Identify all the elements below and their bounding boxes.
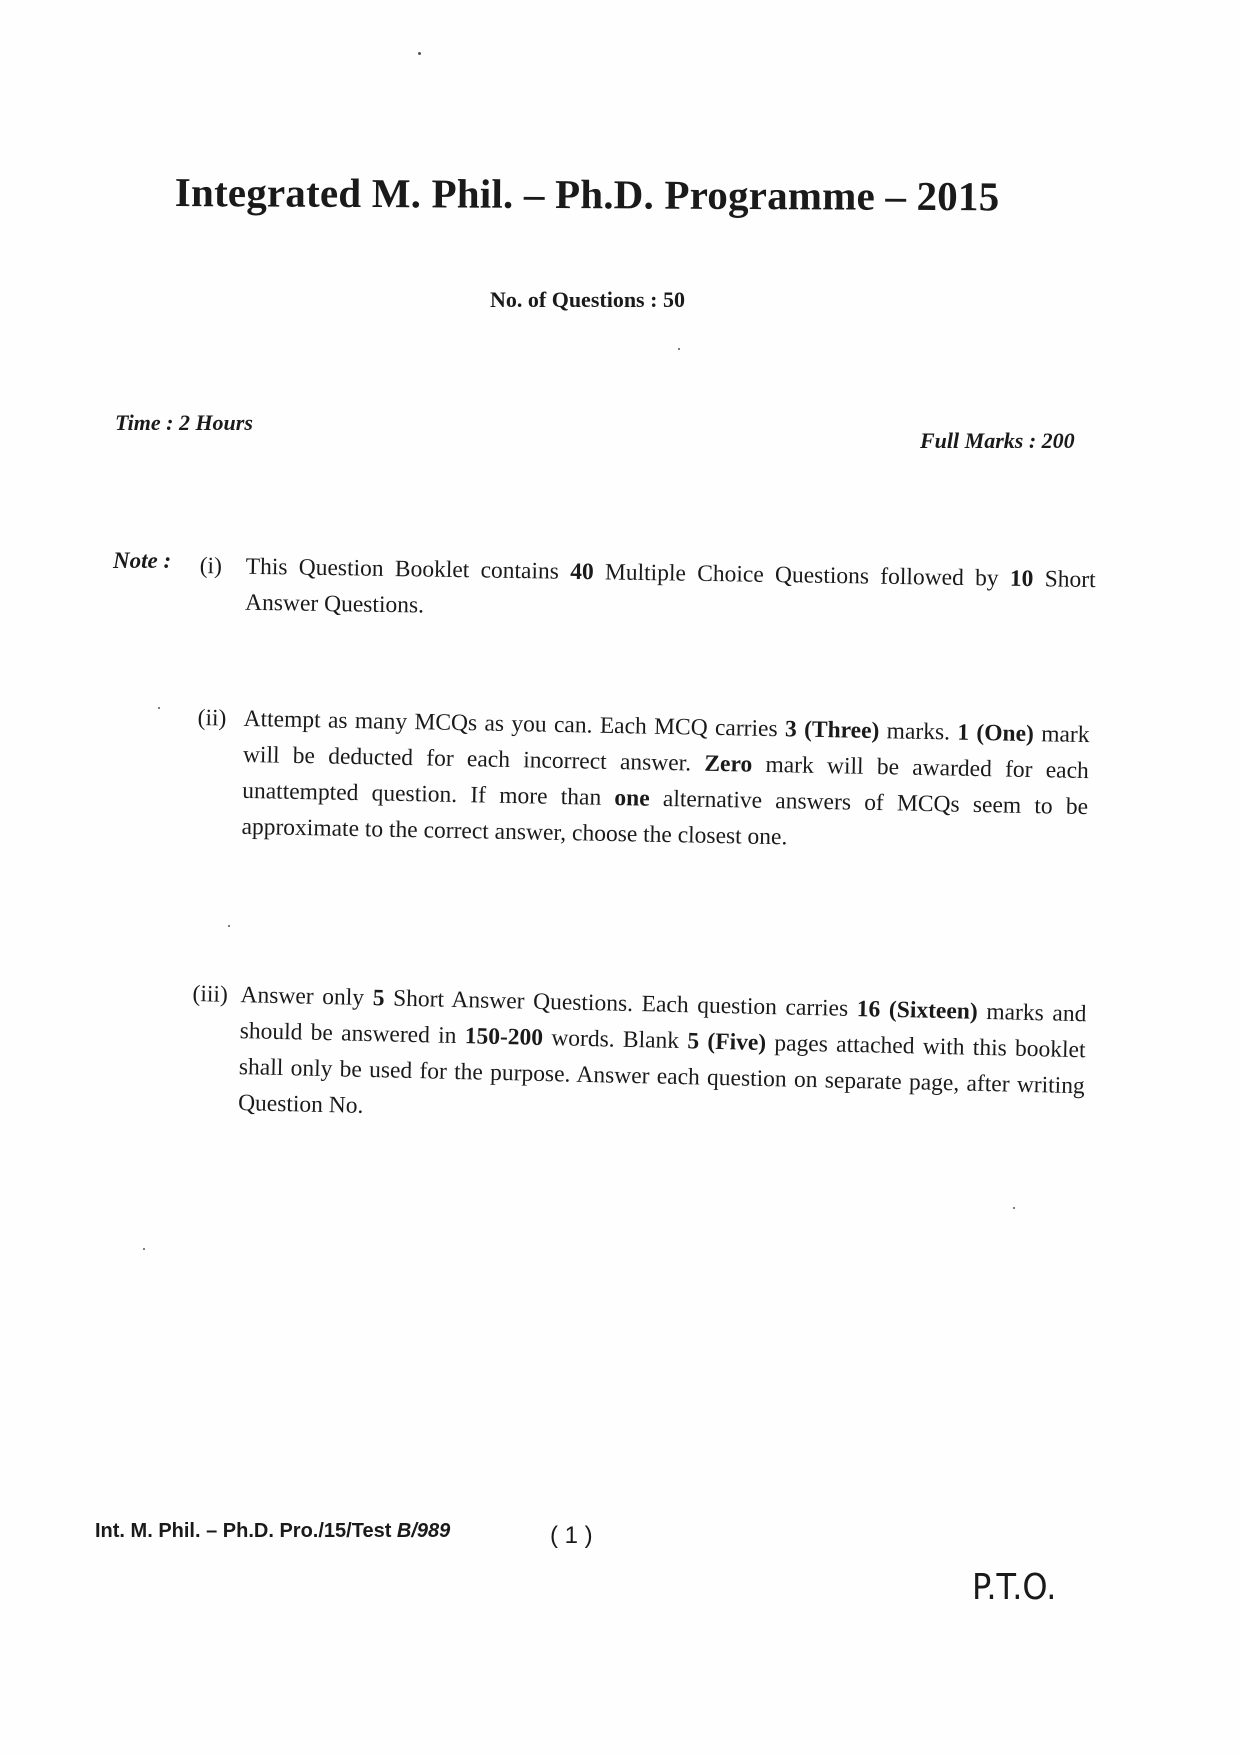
body-text: mark will be deducted for each incorrect answer. (242, 721, 1090, 777)
scan-speck (143, 1248, 145, 1250)
body-text: mark will be awarded for each unattempted question. If more than (242, 751, 1090, 812)
time-allowed: Time : 2 Hours (115, 410, 253, 435)
scan-speck (1013, 1207, 1015, 1209)
body-text: marks and should be answered in (239, 998, 1087, 1050)
note-item-number: (i) (199, 552, 223, 580)
scan-speck (158, 707, 160, 709)
note-item-number: (iii) (192, 980, 229, 1008)
body-text: Attempt as many MCQs as you can. Each MCQ carries (243, 705, 786, 743)
body-text: pages attached with this booklet shall only be used for the purpose. Answer each question on separate page, after writing Question No. (237, 1030, 1086, 1119)
note-item-1 (199, 548, 1100, 619)
note-label: Note : (113, 548, 172, 573)
body-text: Short Answer Questions. (244, 566, 1096, 619)
emphasis-text: 10 (1009, 565, 1034, 593)
note-item-3 (192, 976, 1093, 1119)
note-item-2 (197, 700, 1098, 851)
page-title: Integrated M. Phil. – Ph.D. Programme – 2015 (174, 168, 1000, 220)
page-number: ( 1 ) (550, 1522, 593, 1549)
scan-speck (678, 348, 680, 350)
number-of-questions: No. of Questions : 50 (490, 287, 685, 312)
emphasis-text: 3 (Three) (784, 716, 880, 745)
body-text: Answer only (240, 982, 374, 1012)
emphasis-text: 150-200 (464, 1023, 544, 1051)
note-item-text (241, 701, 1090, 861)
emphasis-text: one (614, 785, 650, 812)
body-text: Short Answer Questions. Each question carries (384, 985, 858, 1023)
full-marks: Full Marks : 200 (920, 428, 1075, 453)
emphasis-text: 5 (Five) (687, 1028, 767, 1057)
body-text: Multiple Choice Questions followed by (593, 559, 1011, 592)
note-item-number: (ii) (197, 704, 227, 732)
body-text: words. Blank (542, 1024, 688, 1055)
emphasis-text: 1 (One) (957, 719, 1035, 748)
body-text: This Question Booklet contains (245, 553, 571, 585)
scan-speck (228, 925, 230, 927)
emphasis-text: 16 (Sixteen) (856, 996, 978, 1025)
emphasis-text: Zero (704, 750, 753, 778)
emphasis-text: 40 (569, 558, 594, 586)
body-text: alternative answers of MCQs seem to be approximate to the correct answer, choose the closest one. (241, 785, 1089, 851)
booklet-code-suffix: B/989 (396, 1520, 451, 1542)
please-turn-over: P.T.O. (972, 1566, 1057, 1608)
note-item-text (245, 549, 1096, 634)
note-item-text (238, 977, 1087, 1140)
scan-speck (418, 52, 421, 55)
emphasis-text: 5 (372, 985, 385, 1012)
booklet-code-main: Int. M. Phil. – Ph.D. Pro./15/Test (95, 1520, 397, 1542)
body-text: marks. (879, 718, 958, 746)
booklet-code (95, 1520, 450, 1543)
